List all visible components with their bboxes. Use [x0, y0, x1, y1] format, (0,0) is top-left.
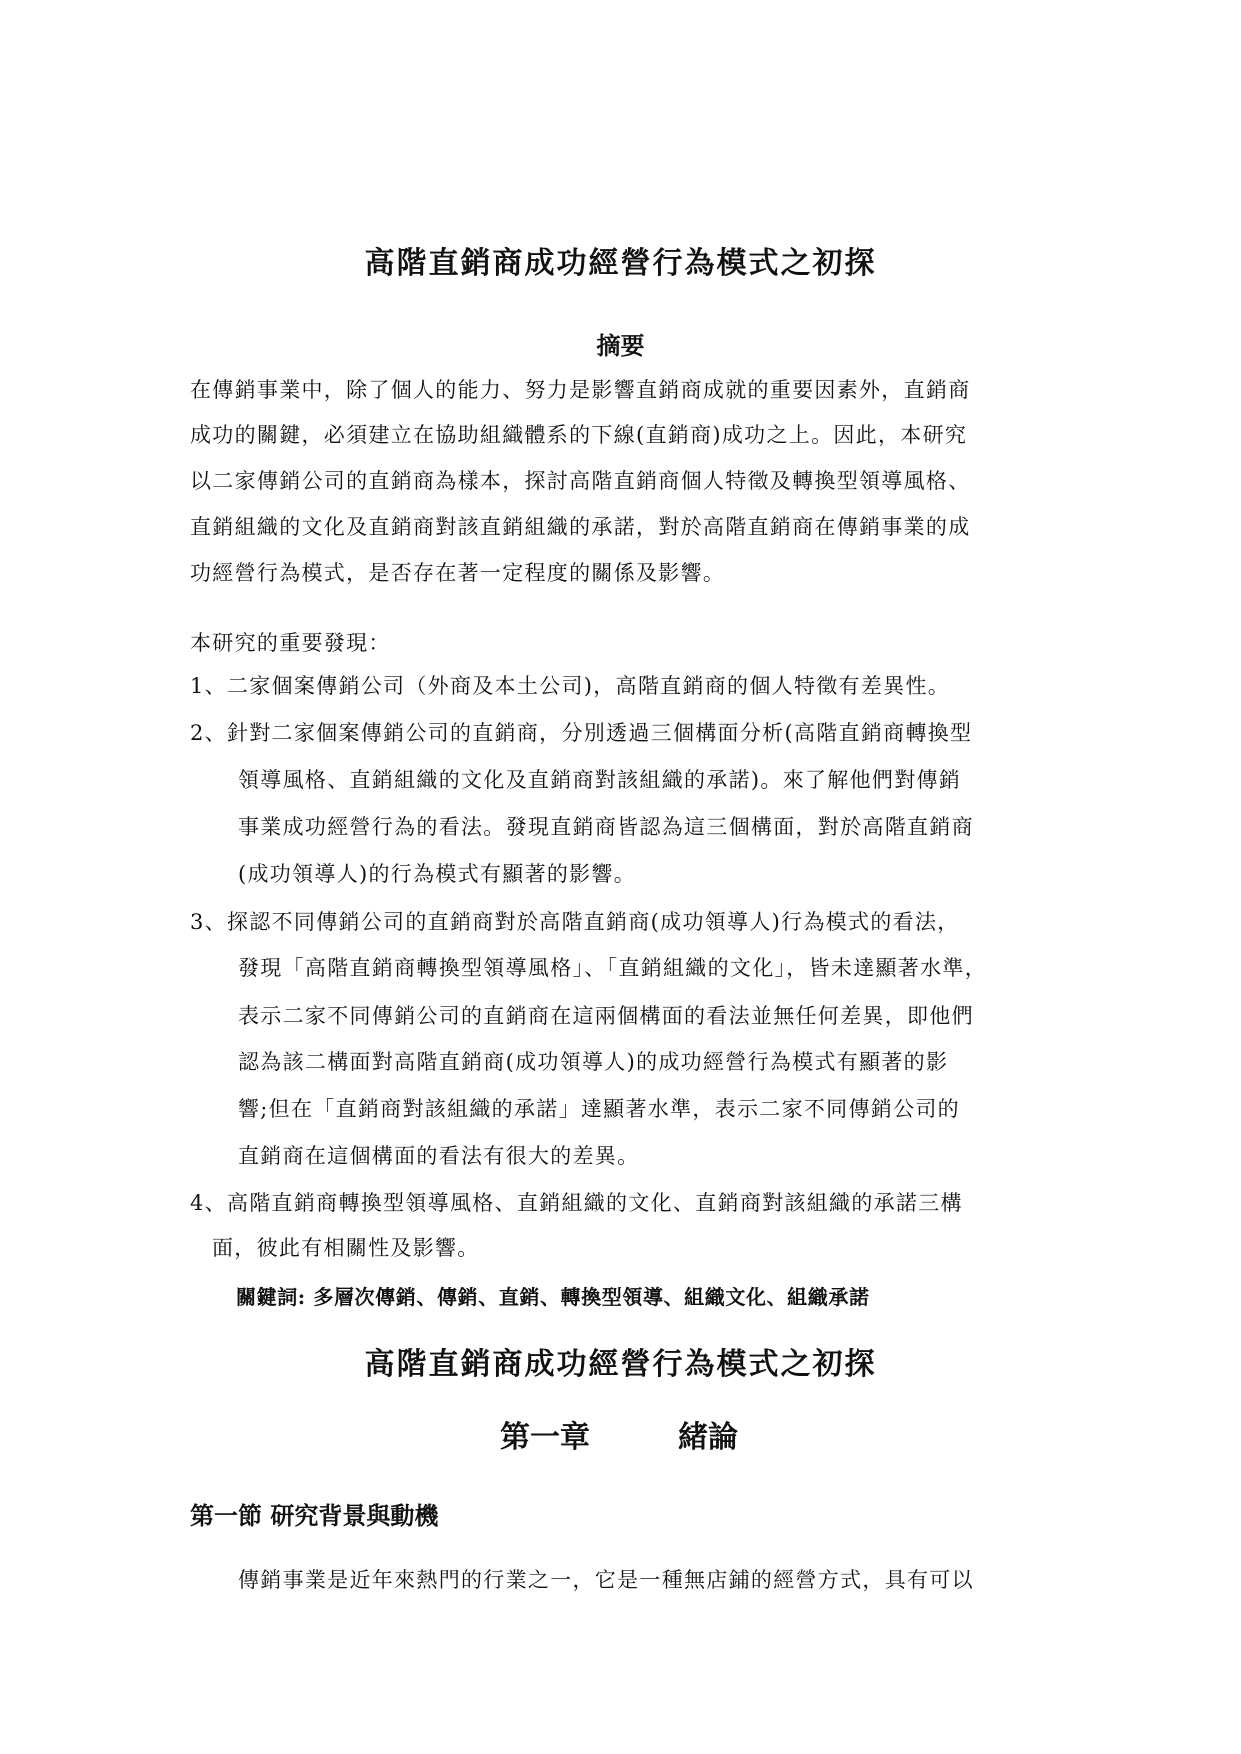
finding-line: 2、針對二家個案傳銷公司的直銷商，分別透過三個構面分析(高階直銷商轉換型	[190, 721, 973, 745]
finding-line: 事業成功經營行為的看法。發現直銷商皆認為這三個構面，對於高階直銷商	[238, 815, 974, 839]
abstract-line: 在傳銷事業中，除了個人的能力、努力是影響直銷商成就的重要因素外，直銷商	[190, 378, 971, 402]
finding-line: 領導風格、直銷組織的文化及直銷商對該組織的承諾)。來了解他們對傳銷	[238, 768, 962, 792]
finding-line: 面，彼此有相關性及影響。	[212, 1236, 480, 1260]
finding-line: 發現「高階直銷商轉換型領導風格」、「直銷組織的文化」，皆未達顯著水準，	[238, 956, 987, 980]
abstract-line: 功經營行為模式，是否存在著一定程度的關係及影響。	[190, 561, 726, 585]
abstract-line: 以二家傳銷公司的直銷商為樣本，探討高階直銷商個人特徵及轉換型領導風格、	[190, 469, 971, 493]
keywords: 關鍵詞: 多層次傳銷、傳銷、直銷、轉換型領導、組織文化、組織承諾	[236, 1285, 870, 1309]
document-title-repeat: 高階直銷商成功經營行為模式之初探	[364, 1347, 877, 1382]
document-title: 高階直銷商成功經營行為模式之初探	[364, 246, 877, 281]
chapter-title: 緒論	[678, 1420, 738, 1455]
finding-line: 直銷商在這個構面的看法有很大的差異。	[238, 1144, 640, 1168]
section-heading: 第一節 研究背景與動機	[190, 1501, 439, 1530]
finding-line: 4、高階直銷商轉換型領導風格、直銷組織的文化、直銷商對該組織的承諾三構	[190, 1191, 963, 1215]
body-paragraph-line: 傳銷事業是近年來熱門的行業之一，它是一種無店鋪的經營方式，具有可以	[238, 1568, 974, 1592]
chapter-number: 第一章	[500, 1420, 590, 1455]
findings-intro: 本研究的重要發現：	[190, 631, 391, 655]
finding-line: 1、二家個案傳銷公司（外商及本土公司)，高階直銷商的個人特徵有差異性。	[190, 674, 951, 698]
finding-line: 認為該二構面對高階直銷商(成功領導人)的成功經營行為模式有顯著的影	[238, 1050, 949, 1074]
finding-line: 3、探認不同傳銷公司的直銷商對於高階直銷商(成功領導人)行為模式的看法，	[190, 910, 960, 934]
finding-line: (成功領導人)的行為模式有顯著的影響。	[238, 862, 637, 886]
finding-line: 響;但在「直銷商對該組織的承諾」達顯著水準，表示二家不同傳銷公司的	[238, 1097, 960, 1121]
finding-line: 表示二家不同傳銷公司的直銷商在這兩個構面的看法並無任何差異，即他們	[238, 1004, 974, 1028]
abstract-line: 直銷組織的文化及直銷商對該直銷組織的承諾，對於高階直銷商在傳銷事業的成	[190, 515, 971, 539]
abstract-line: 成功的關鍵，必須建立在協助組織體系的下線(直銷商)成功之上。因此，本研究	[190, 423, 968, 447]
abstract-heading: 摘要	[596, 331, 645, 360]
